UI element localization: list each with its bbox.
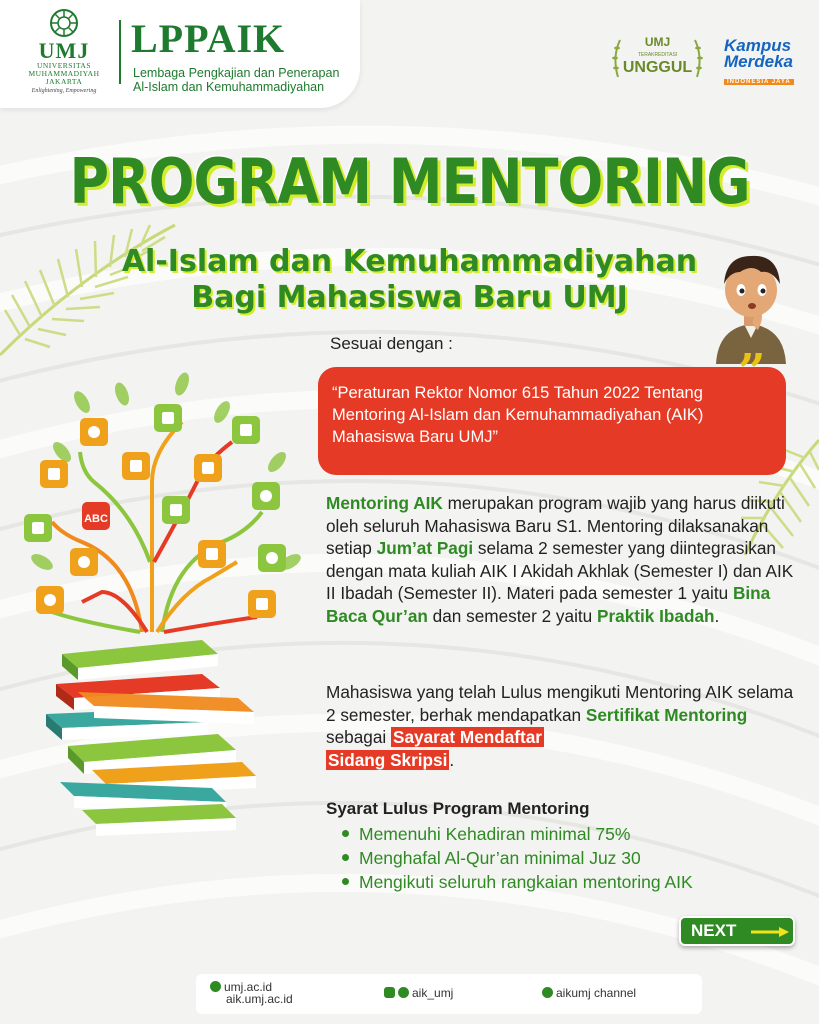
svg-text:TERAKREDITASI: TERAKREDITASI — [637, 52, 678, 58]
page-subtitle: Al-Islam dan Kemuhammadiyahan — [121, 244, 698, 279]
page-subtitle: Bagi Mahasiswa Baru UMJ — [191, 280, 628, 315]
list-item-text: Menghafal Al-Qur’an minimal Juz 30 — [359, 848, 641, 868]
quote-line: “Peraturan Rektor Nomor 615 Tahun 2022 Tentang — [332, 384, 703, 402]
tiktok-icon — [398, 987, 409, 998]
list-item — [342, 846, 693, 870]
youtube-icon — [542, 987, 553, 998]
red-highlight-text: Sayarat Mendaftar — [392, 727, 542, 747]
umj-sub-line: UNIVERSITAS — [36, 61, 92, 70]
header-divider — [119, 20, 121, 84]
globe-icon — [210, 981, 221, 992]
km-line: Kampus — [724, 36, 792, 55]
org-subtitle-line: Al-Islam dan Kemuhammadiyahan — [133, 80, 325, 94]
umj-name: UMJ — [38, 38, 90, 63]
reference-label: Sesuai dengan : — [330, 334, 453, 353]
list-item — [342, 870, 693, 894]
highlight-text: Mentoring AIK — [326, 493, 443, 513]
footer-link-text: umj.ac.id — [224, 980, 273, 994]
quote-line: Mahasiswa Baru UMJ” — [332, 428, 498, 446]
highlight-text: Sertifikat Mentoring — [585, 704, 748, 725]
highlight-text: Praktik Ibadah — [597, 605, 715, 626]
quote-line: Mentoring Al-Islam dan Kemuhammadiyahan (AIK) — [332, 406, 704, 424]
knowledge-tree-illustration — [22, 362, 312, 842]
arrow-right-icon — [751, 927, 789, 937]
footer-link-text: aikumj channel — [556, 986, 637, 1000]
requirements-title: Syarat Lulus Program Mentoring — [326, 799, 590, 818]
umj-unggul-badge — [610, 32, 705, 82]
km-line: Merdeka — [724, 52, 793, 71]
certificate-paragraph — [326, 681, 796, 771]
list-item-text: Mengikuti seluruh rangkaian mentoring AIK — [359, 872, 693, 892]
header-panel — [0, 0, 360, 108]
bullet-icon — [342, 830, 349, 837]
body-text: Mahasiswa yang telah Lulus mengikuti Mentoring AIK selama 2 semester, berhak mendapatkan — [326, 682, 794, 725]
footer-website[interactable] — [226, 993, 293, 1006]
footer-link-text: aik.umj.ac.id — [226, 992, 293, 1006]
requirements-list — [342, 822, 693, 894]
list-item-text: Memenuhi Kehadiran minimal 75% — [359, 824, 631, 844]
km-line: INDONESIA JAYA — [724, 79, 794, 85]
org-title: LPPAIK — [131, 16, 286, 61]
svg-text:UNGGUL: UNGGUL — [622, 59, 693, 76]
umj-logo — [14, 8, 114, 98]
highlight-text: Jum’at Pagi — [376, 538, 474, 558]
body-text: sebagai — [326, 727, 391, 747]
page-title: PROGRAM MENTORING — [69, 145, 750, 218]
description-paragraph — [326, 492, 796, 627]
footer-social[interactable] — [384, 987, 453, 1000]
svg-text:UMJ: UMJ — [644, 35, 671, 49]
umj-sub-line: JAKARTA — [45, 77, 83, 86]
list-item — [342, 822, 693, 846]
umj-sub-line: MUHAMMADIYAH — [28, 69, 100, 78]
red-highlight-text: Sidang Skripsi — [328, 749, 448, 770]
body-text: . — [714, 605, 720, 626]
next-label: NEXT — [691, 921, 737, 940]
footer-youtube[interactable] — [542, 987, 636, 1000]
umj-tagline: Enlightening, Empowering — [31, 88, 97, 94]
regulation-quote-box — [318, 367, 786, 475]
footer-link-text: aik_umj — [412, 986, 454, 1000]
body-text: dan semester 2 yaitu — [427, 605, 598, 626]
svg-text:ABC: ABC — [84, 513, 108, 525]
umj-emblem-icon — [49, 8, 79, 38]
bullet-icon — [342, 878, 349, 885]
kampus-merdeka-logo — [724, 38, 806, 88]
quote-mark-icon: ” — [738, 344, 766, 400]
body-text: merupakan program wajib yang harus diikuti oleh seluruh Mahasiswa Baru S1. Mentoring dilaksanakan setiap — [326, 493, 785, 558]
body-text: . — [449, 749, 455, 770]
body-text: selama 2 semester yang diintegrasikan dengan mata kuliah AIK I Akidah Akhlak (Semester I) dan AIK II Ibadah (Semester II). Materi pada semester 1 yaitu — [326, 538, 794, 603]
next-button[interactable] — [679, 916, 795, 946]
highlight-text: Bina Baca Qur’an — [326, 583, 771, 626]
org-subtitle — [133, 66, 339, 94]
bullet-icon — [342, 854, 349, 861]
instagram-icon — [384, 987, 395, 998]
org-subtitle-line: Lembaga Pengkajian dan Penerapan — [133, 66, 340, 80]
